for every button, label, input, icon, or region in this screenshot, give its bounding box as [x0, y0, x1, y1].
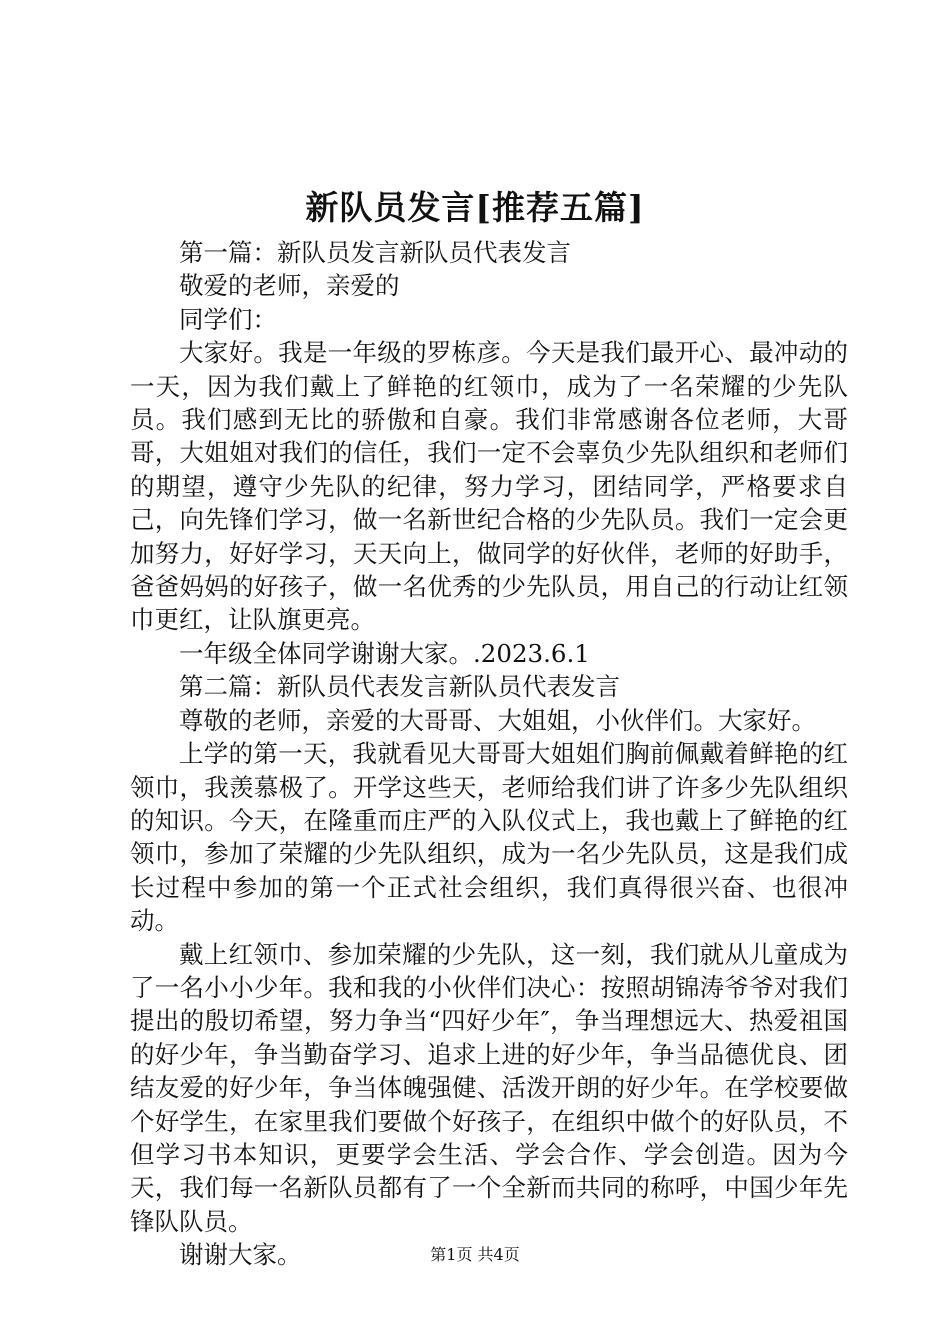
paragraph-speech-2b: 戴上红领巾、参加荣耀的少先队，这一刻，我们就从儿童成为了一名小小少年。我和我的小伙伴们决心：按照胡锦涛爷爷对我们提出的殷切希望，努力争当“四好少年″，争当理想远大、热爱祖国的好少年，争当勤奋学习、追求上进的好少年，争当品德优良、团结友爱的好少年，争当体魄强健、活泼开朗的好少年。在学校要做个好学生，在家里我们要做个好孩子，在组织中做个的好队员，不但学习书本知识，更要学会生活、学会合作、学会创造。因为今天，我们每一名新队员都有了一个全新而共同的称呼，中国少年先锋队队员。: [130, 939, 848, 1236]
document-title: 新队员发言[推荐五篇]: [305, 188, 645, 227]
page-number: 第1页 共4页: [430, 1245, 520, 1264]
paragraph-signoff-1: 一年级全体同学谢谢大家。.2023.6.1: [179, 638, 590, 668]
paragraph-thanks: 谢谢大家。: [179, 1240, 302, 1270]
paragraph-speech-2a: 上学的第一天，我就看见大哥哥大姐姐们胸前佩戴着鲜艳的红领巾，我羡慕极了。开学这些天，老师给我们讲了许多少先队组织的知识。今天，在隆重而庄严的入队仪式上，我也戴上了鲜艳的红领巾，参加了荣耀的少先队组织，成为一名少先队员，这是我们成长过程中参加的第一个正式社会组织，我们真得很兴奋、也很冲动。: [130, 739, 848, 936]
paragraph-speech-1: 大家好。我是一年级的罗栋彦。今天是我们最开心、最冲动的一天，因为我们戴上了鲜艳的红领巾，成为了一名荣耀的少先队员。我们感到无比的骄傲和自豪。我们非常感谢各位老师，大哥哥，大姐姐对我们的信任，我们一定不会辜负少先队组织和老师们的期望，遵守少先队的纪律，努力学习，团结同学，严格要求自己，向先锋们学习，做一名新世纪合格的少先队员。我们一定会更加努力，好好学习，天天向上，做同学的好伙伴，老师的好助手，爸爸妈妈的好孩子，做一名优秀的少先队员，用自己的行动让红领巾更红，让队旗更亮。: [130, 338, 848, 635]
paragraph-greeting-2: 尊敬的老师，亲爱的大哥哥、大姐姐，小伙伴们。大家好。: [179, 705, 816, 735]
paragraph-heading-1: 第一篇：新队员发言新队员代表发言: [179, 238, 571, 267]
paragraph-salutation-cont: 同学们：: [179, 304, 277, 334]
paragraph-salutation: 敬爱的老师，亲爱的: [179, 271, 400, 301]
paragraph-heading-2: 第二篇：新队员代表发言新队员代表发言: [179, 672, 620, 702]
document-body: [130, 236, 848, 1272]
